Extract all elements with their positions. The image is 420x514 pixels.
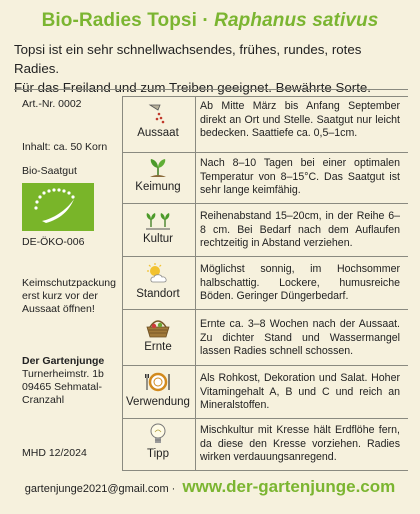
row-label: Standort	[136, 288, 180, 300]
article-number: Art.-Nr. 0002	[22, 98, 82, 110]
footer	[0, 477, 420, 497]
table-bottom-border	[122, 470, 408, 471]
row-kultur-category	[122, 207, 194, 245]
row-aussaat-category	[122, 101, 194, 139]
row-kultur-text: Reihenabstand 15–20cm, in der Reihe 6–8 cm. Bei Bedarf nach dem Auflaufen rechtzeitig in Abstand verziehen.	[200, 210, 400, 250]
table-row-divider	[122, 309, 408, 310]
keimschutz-line-3: Aussaat öffnen!	[22, 303, 95, 315]
row-label: Tipp	[147, 448, 169, 460]
row-tipp-text: Mischkultur mit Kresse hält Erdflöhe fern, da diese den Kresse vorziehen. Radies wirken verdauungsanregend.	[200, 424, 400, 464]
product-title	[0, 10, 420, 32]
harvest-basket-icon	[144, 315, 172, 339]
eco-control-code: DE-ÖKO-006	[22, 236, 85, 248]
top-divider	[14, 89, 408, 90]
table-row-divider	[122, 418, 408, 419]
table-row-divider	[122, 96, 408, 97]
footer-separator: ·	[168, 483, 179, 495]
intro-line-2: Für das Freiland und zum Treiben geeignet. Bewährte Sorte.	[14, 80, 371, 95]
row-ernte-category	[122, 315, 194, 353]
lightbulb-icon	[144, 422, 172, 446]
address-line-2: 09465 Sehmatal-	[22, 381, 102, 393]
table-row-divider	[122, 365, 408, 366]
keimschutz-line-1: Keimschutzpackung	[22, 277, 116, 289]
best-before-date: MHD 12/2024	[22, 447, 87, 459]
plate-cutlery-icon	[144, 370, 172, 394]
row-tipp-category	[122, 422, 194, 460]
row-standort-category	[122, 262, 194, 300]
row-label: Kultur	[142, 233, 174, 245]
company-address	[22, 355, 104, 407]
content-amount: Inhalt: ca. 50 Korn	[22, 141, 108, 153]
row-verwendung-text: Als Rohkost, Dekoration und Salat. Hoher Vitamingehalt A, B und C und reich an Mineralstoffen.	[200, 372, 400, 412]
plant-spacing-icon	[144, 207, 172, 231]
seed-sowing-icon	[144, 101, 172, 125]
row-standort-text: Möglichst sonnig, im Hochsommer halbschattig. Lockere, humusreiche Böden. Geringer Düngerbedarf.	[200, 263, 400, 303]
footer-email[interactable]: gartenjunge2021@gmail.com	[24, 483, 169, 495]
row-verwendung-category	[122, 370, 194, 408]
keimschutz-line-2: erst kurz vor der	[22, 290, 98, 302]
footer-website[interactable]: www.der-gartenjunge.com	[182, 477, 396, 496]
table-row-divider	[122, 203, 408, 204]
row-ernte-text: Ernte ca. 3–8 Wochen nach der Aussaat. Zu dichter Stand und Wassermangel lassen Radies schnell schossen.	[200, 318, 400, 358]
row-keimung-category	[122, 155, 194, 193]
table-row-divider	[122, 152, 408, 153]
bio-seed-label: Bio-Saatgut	[22, 165, 77, 177]
row-aussaat-text: Ab Mitte März bis Anfang September direkt an Ort und Stelle. Saatgut nur leicht bedecken. Saattiefe ca. 0,5–1cm.	[200, 100, 400, 140]
sun-cloud-icon	[144, 262, 172, 286]
table-row-divider	[122, 256, 408, 257]
product-name: Bio-Radies Topsi	[41, 10, 197, 31]
intro-line-1: Topsi ist ein sehr schnellwachsendes, frühes, rundes, rotes Radies.	[14, 42, 362, 76]
address-line-3: Cranzahl	[22, 394, 65, 406]
row-label: Verwendung	[126, 396, 190, 408]
title-separator: ·	[196, 10, 215, 31]
row-label: Ernte	[144, 341, 172, 353]
row-keimung-text: Nach 8–10 Tagen bei einer optimalen Temperatur von 8–15°C. Das Saatgut ist sehr lange keimfähig.	[200, 157, 400, 197]
row-label: Aussaat	[137, 127, 179, 139]
row-label: Keimung	[135, 181, 181, 193]
address-line-1: Turnerheimstr. 1b	[22, 368, 104, 380]
seedling-icon	[144, 155, 172, 179]
company-name: Der Gartenjunge	[22, 355, 105, 367]
latin-name: Raphanus sativus	[214, 10, 379, 31]
eu-organic-logo	[22, 183, 94, 231]
keimschutz-note	[22, 277, 116, 316]
